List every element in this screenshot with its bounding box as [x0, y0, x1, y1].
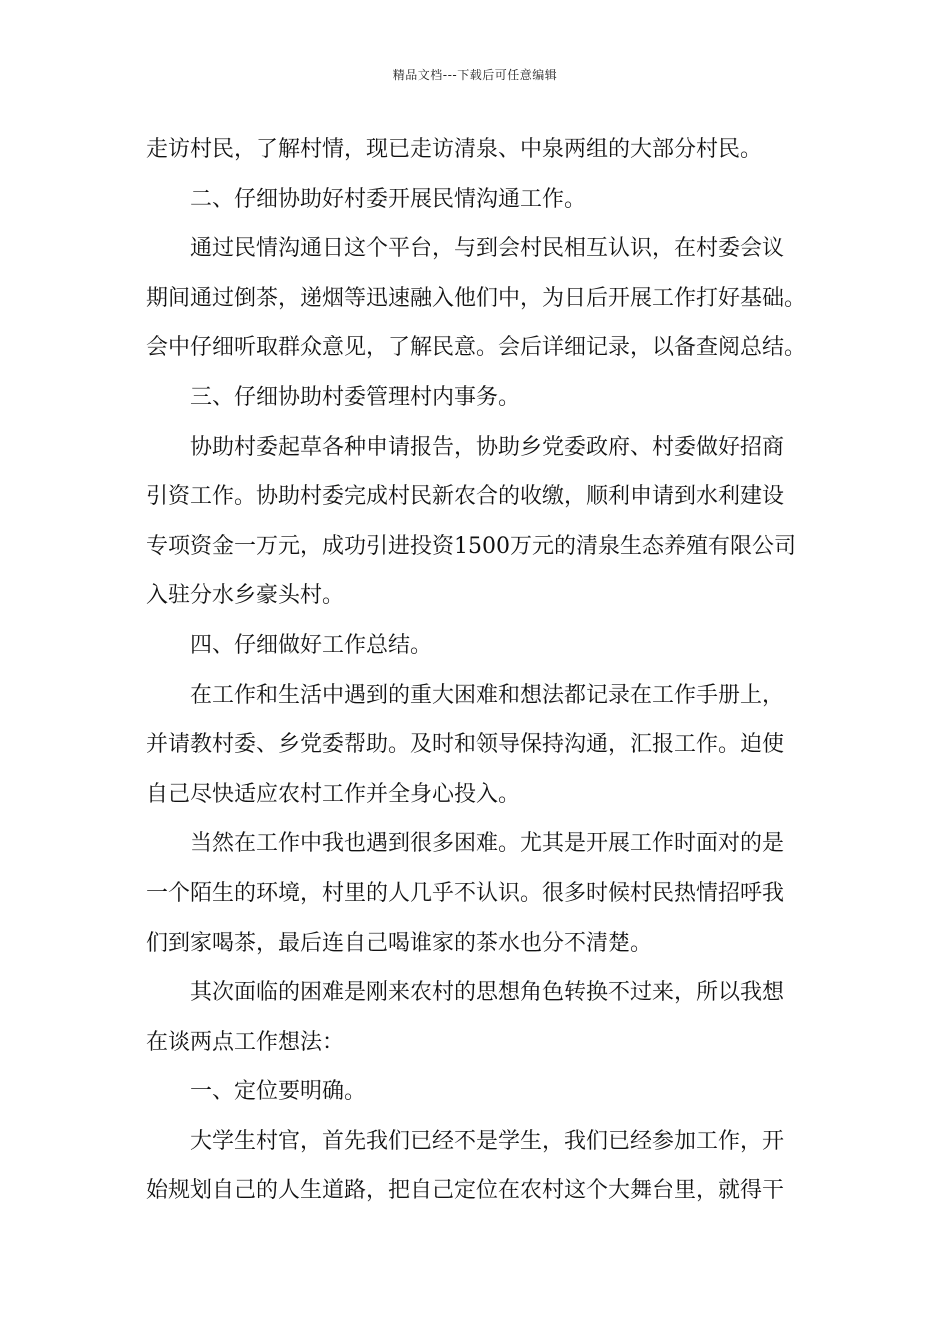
text-line: 会中仔细听取群众意见，了解民意。会后详细记录，以备查阅总结。 [146, 335, 807, 361]
text-line: 一个陌生的环境，村里的人几乎不认识。很多时候村民热情招呼我 [146, 880, 785, 906]
text-line: 通过民情沟通日这个平台，与到会村民相互认识，在村委会议 [190, 236, 785, 262]
text-line: 自己尽快适应农村工作并全身心投入。 [146, 781, 521, 807]
section-heading: 四、仔细做好工作总结。 [190, 632, 433, 658]
text-line: 专项资金一万元，成功引进投资1500万元的清泉生态养殖有限公司 [146, 533, 796, 559]
text-line: 引资工作。协助村委完成村民新农合的收缴，顺利申请到水利建设 [146, 484, 785, 510]
document-body [146, 125, 816, 1216]
section-heading: 三、仔细协助村委管理村内事务。 [190, 384, 521, 410]
section-heading: 一、定位要明确。 [190, 1079, 367, 1105]
text-line: 并请教村委、乡党委帮助。及时和领导保持沟通，汇报工作。迫使 [146, 732, 785, 758]
page-header: 精品文档---下载后可任意编辑 [392, 68, 558, 82]
text-line: 们到家喝茶，最后连自己喝谁家的茶水也分不清楚。 [146, 930, 653, 956]
text-line: 入驻分水乡豪头村。 [146, 583, 345, 609]
text-line: 期间通过倒茶，递烟等迅速融入他们中，为日后开展工作打好基础。 [146, 285, 807, 311]
text-line: 在工作和生活中遇到的重大困难和想法都记录在工作手册上， [190, 682, 785, 708]
text-line: 协助村委起草各种申请报告，协助乡党委政府、村委做好招商 [190, 434, 785, 460]
section-heading: 二、仔细协助好村委开展民情沟通工作。 [190, 186, 587, 212]
text-line: 大学生村官，首先我们已经不是学生，我们已经参加工作，开 [190, 1128, 785, 1154]
text-line: 走访村民，了解村情，现已走访清泉、中泉两组的大部分村民。 [146, 137, 763, 162]
text-line: 其次面临的困难是刚来农村的思想角色转换不过来，所以我想 [190, 980, 785, 1006]
text-line: 始规划自己的人生道路，把自己定位在农村这个大舞台里，就得干 [146, 1178, 785, 1204]
text-line: 当然在工作中我也遇到很多困难。尤其是开展工作时面对的是 [190, 831, 785, 857]
text-line: 在谈两点工作想法： [146, 1029, 345, 1055]
